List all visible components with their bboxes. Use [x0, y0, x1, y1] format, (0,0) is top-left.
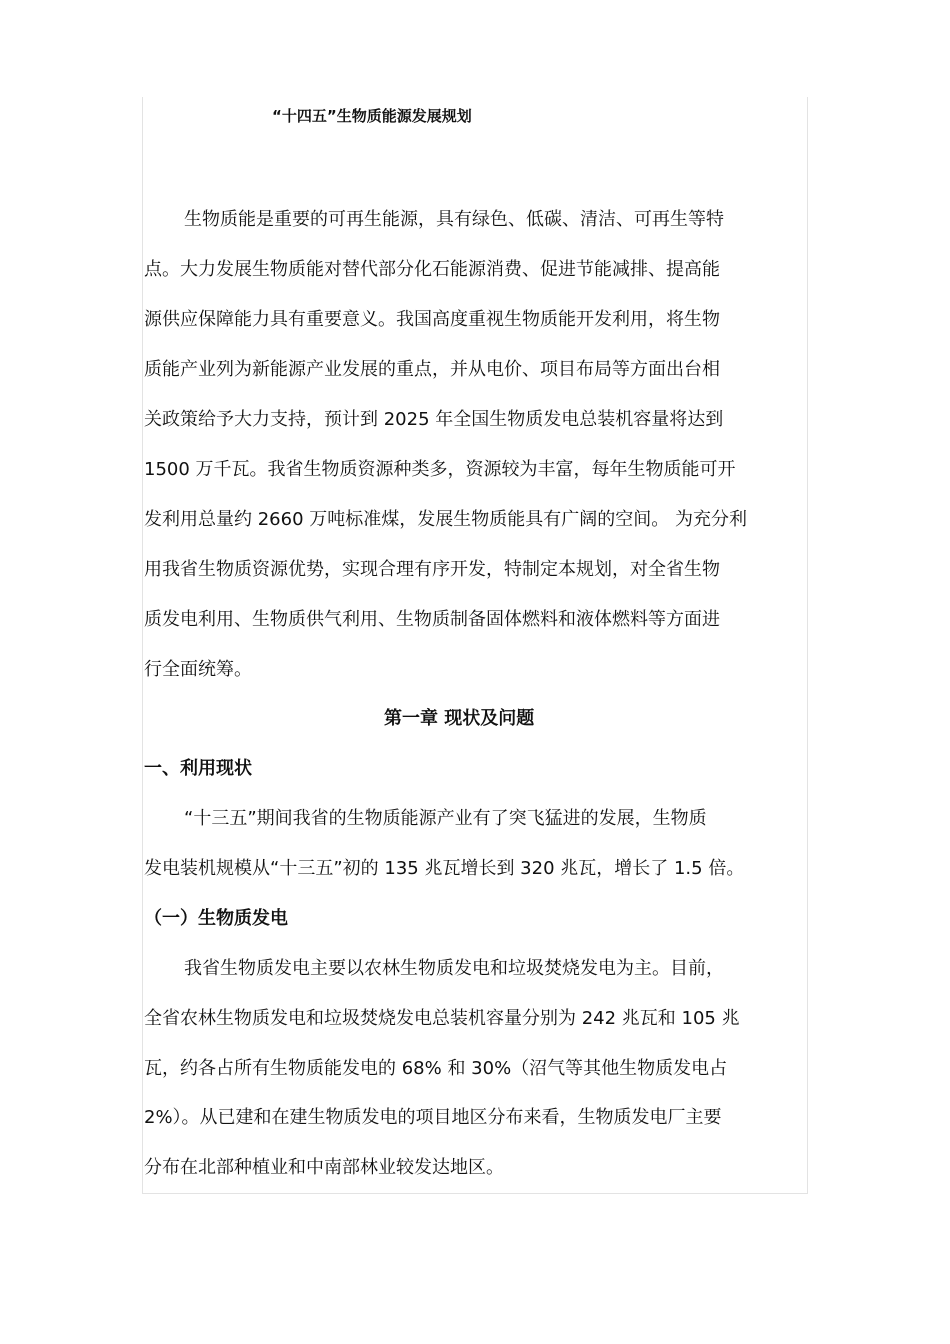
intro-line: 生物质能是重要的可再生能源，具有绿色、低碳、清洁、可再生等特: [184, 209, 724, 230]
intro-line: 用我省生物质资源优势，实现合理有序开发，特制定本规划，对全省生物: [144, 559, 720, 580]
subsection-body-line: 2%）。从已建和在建生物质发电的项目地区分布来看，生物质发电厂主要: [144, 1107, 722, 1128]
section-body-line: 发电装机规模从“十三五”初的 135 兆瓦增长到 320 兆瓦，增长了 1.5 倍。: [144, 858, 745, 879]
intro-line: 1500 万千瓦。我省生物质资源种类多，资源较为丰富，每年生物质能可开: [144, 459, 736, 480]
intro-line: 点。大力发展生物质能对替代部分化石能源消费、促进节能减排、提高能: [144, 259, 720, 280]
subsection-body-line: 我省生物质发电主要以农林生物质发电和垃圾焚烧发电为主。目前，: [184, 958, 724, 979]
section-body-line: “十三五”期间我省的生物质能源产业有了突飞猛进的发展，生物质: [184, 808, 707, 829]
section-heading: 一、利用现状: [144, 758, 252, 779]
subsection-heading: （一）生物质发电: [144, 908, 288, 929]
intro-line: 源供应保障能力具有重要意义。我国高度重视生物质能开发利用，将生物: [144, 309, 720, 330]
intro-line: 质发电利用、生物质供气利用、生物质制备固体燃料和液体燃料等方面进: [144, 609, 720, 630]
intro-line: 关政策给予大力支持，预计到 2025 年全国生物质发电总装机容量将达到: [144, 409, 724, 430]
intro-line: 发利用总量约 2660 万吨标准煤，发展生物质能具有广阔的空间。 为充分利: [144, 509, 747, 530]
subsection-body-line: 分布在北部种植业和中南部林业较发达地区。: [144, 1157, 504, 1178]
chapter-title: 第一章 现状及问题: [384, 708, 535, 729]
subsection-body-line: 瓦，约各占所有生物质能发电的 68% 和 30%（沼气等其他生物质发电占: [144, 1058, 728, 1079]
document-title: “十四五”生物质能源发展规划: [272, 107, 472, 125]
subsection-body-line: 全省农林生物质发电和垃圾焚烧发电总装机容量分别为 242 兆瓦和 105 兆: [144, 1008, 740, 1029]
intro-line: 行全面统筹。: [144, 659, 252, 680]
intro-line: 质能产业列为新能源产业发展的重点，并从电价、项目布局等方面出台相: [144, 359, 720, 380]
